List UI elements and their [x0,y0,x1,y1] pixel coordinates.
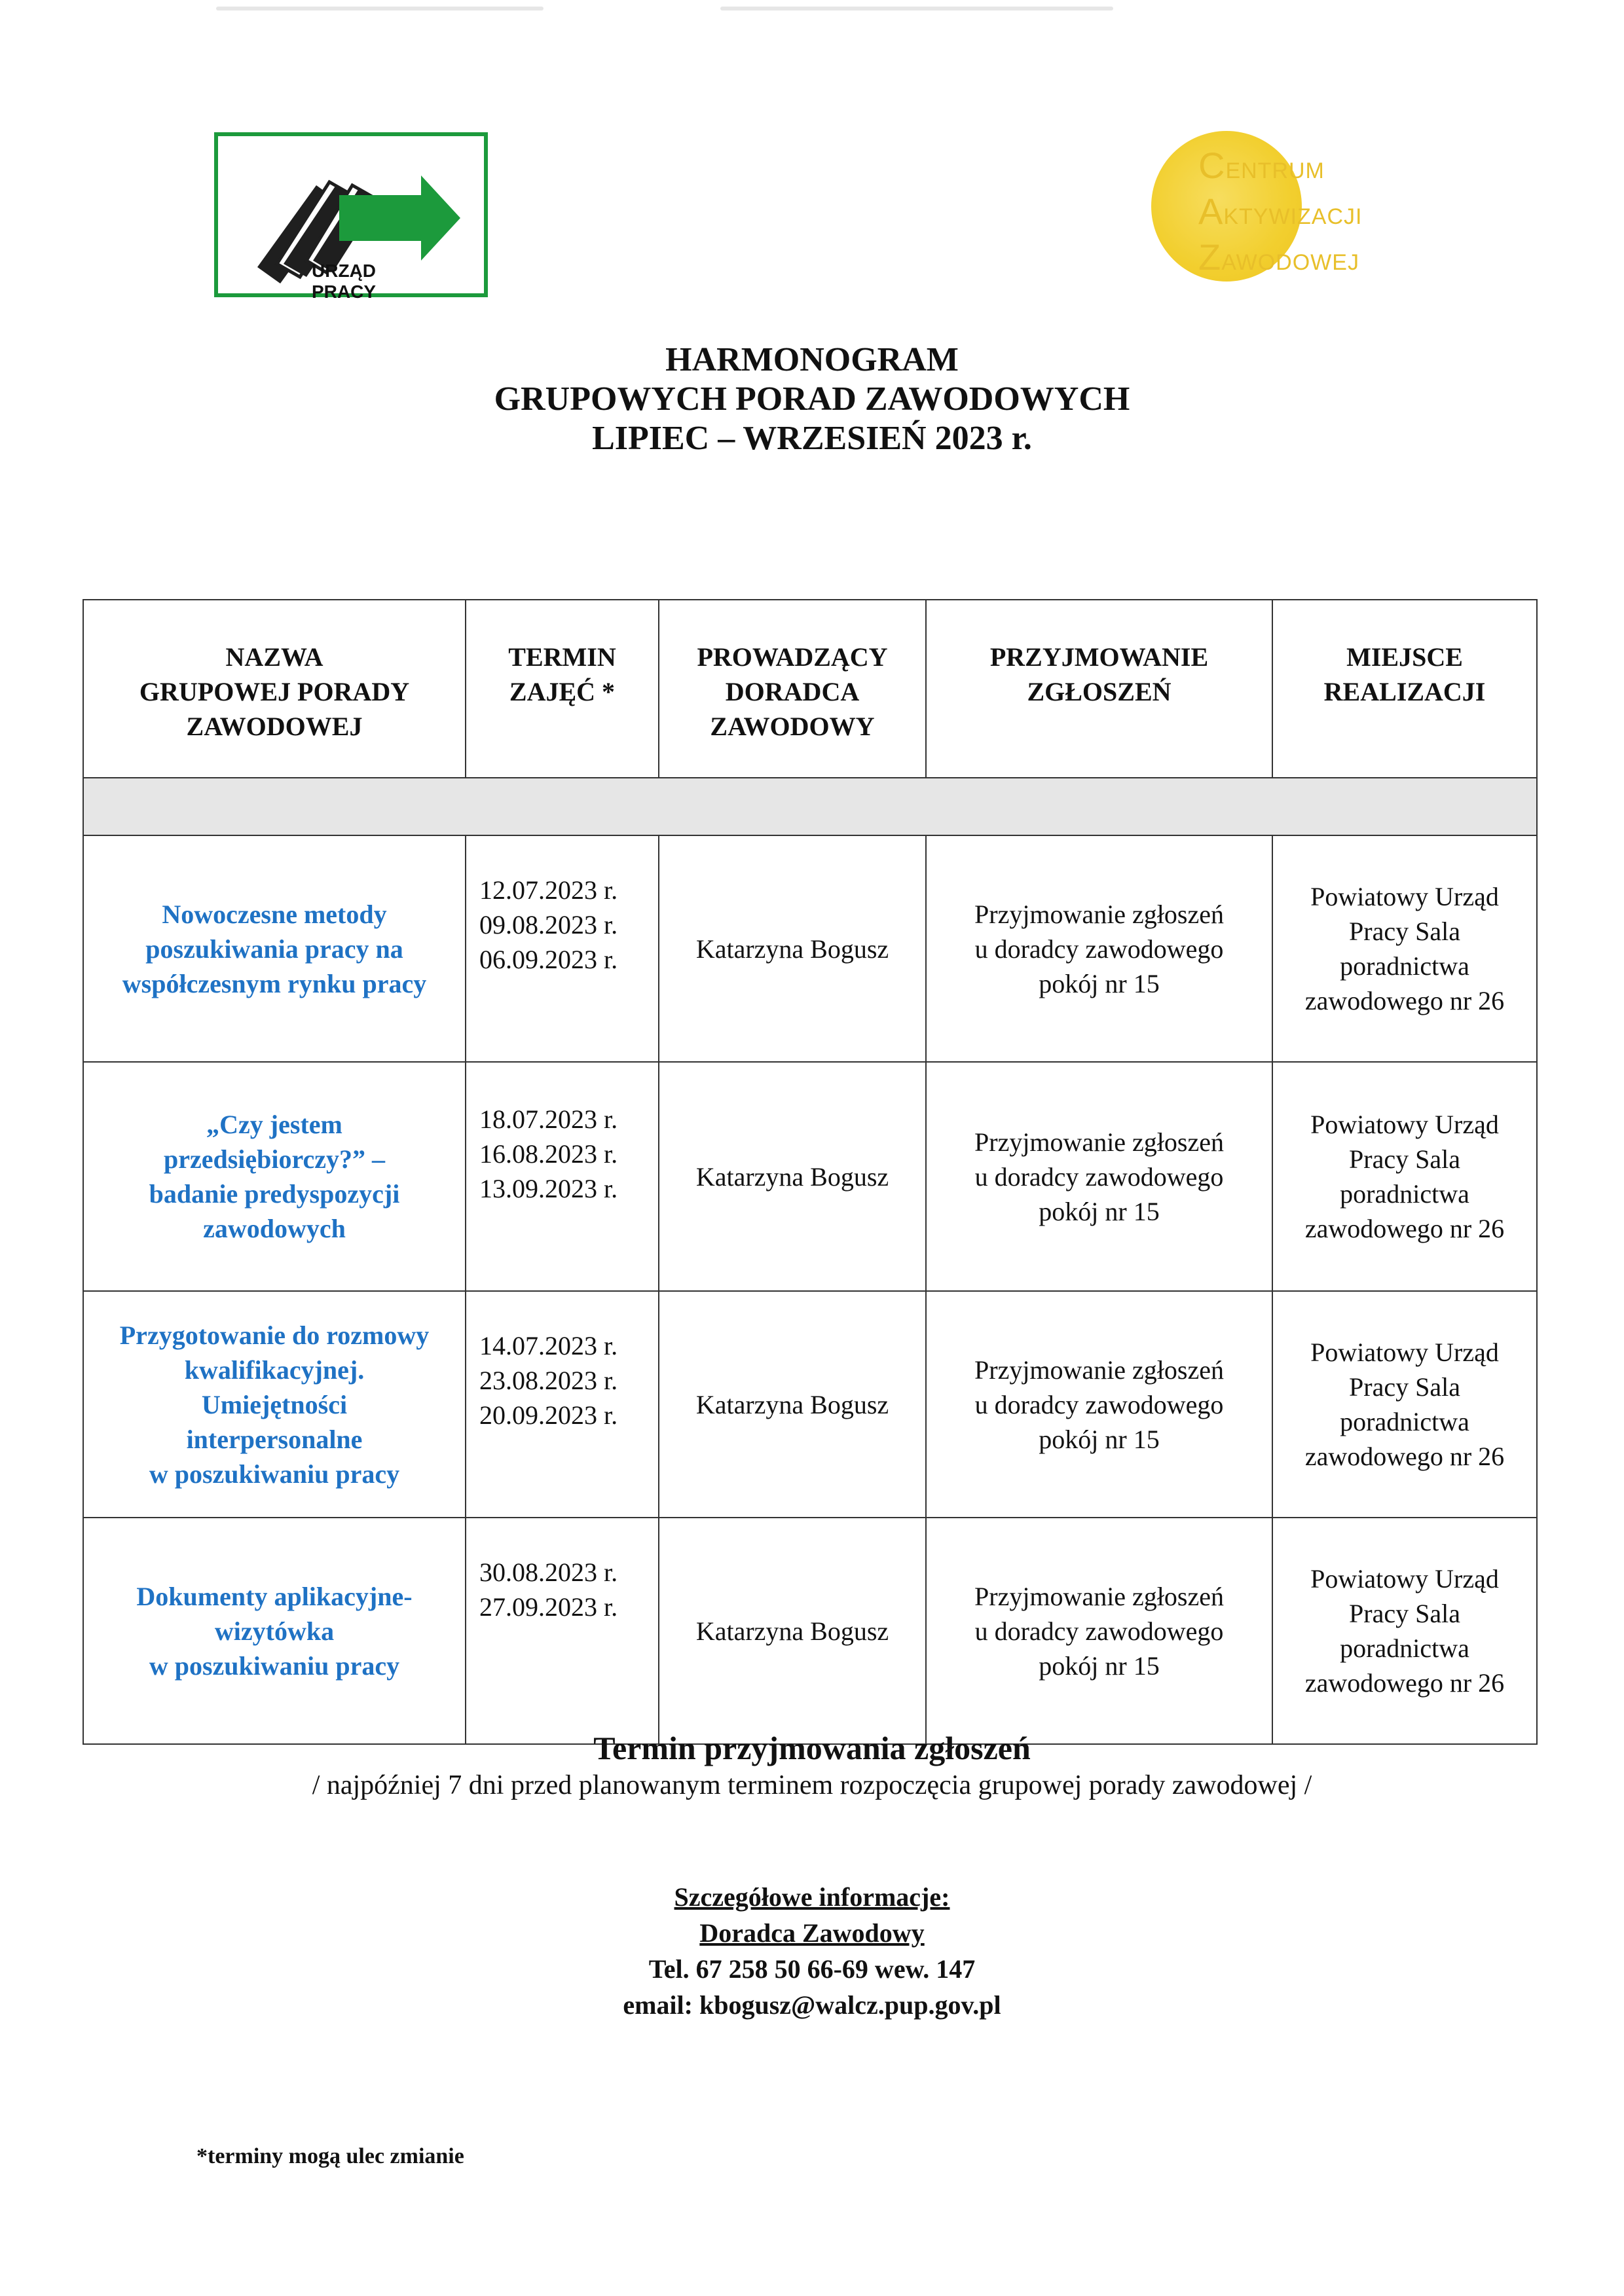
registration-cell: Przyjmowanie zgłoszeń u doradcy zawodowego pokój nr 15 [926,1062,1272,1291]
location-cell: Powiatowy Urząd Pracy Sala poradnictwa zawodowego nr 26 [1272,835,1537,1062]
header-registration: PRZYJMOWANIE ZGŁOSZEŃ [926,600,1272,778]
deadline-section [0,1728,1624,1803]
info-phone: Tel. 67 258 50 66-69 wew. 147 [648,1954,976,1984]
scan-artifact [720,7,1113,10]
location-cell: Powiatowy Urząd Pracy Sala poradnictwa zawodowego nr 26 [1272,1518,1537,1744]
registration-cell: Przyjmowanie zgłoszeń u doradcy zawodowego pokój nr 15 [926,1518,1272,1744]
schedule-table [83,599,1538,1745]
deadline-note: / najpóźniej 7 dni przed planowanym terminem rozpoczęcia grupowej porady zawodowej / [312,1770,1312,1800]
centrum-aktywizacji-logo [1139,118,1401,308]
table-header-row [83,600,1537,778]
course-name-cell: Przygotowanie do rozmowy kwalifikacyjnej. Umiejętności interpersonalne w poszukiwaniu pracy [83,1291,466,1518]
urzad-pracy-logo [214,132,488,302]
header-name: NAZWA GRUPOWEJ PORADY ZAWODOWEJ [83,600,466,778]
deadline-heading: Termin przyjmowania zgłoszeń [593,1730,1031,1766]
logo-line-3: ZAWODOWEJ [1198,236,1359,278]
logo-line-1: CENTRUM [1198,145,1325,186]
info-role: Doradca Zawodowy [699,1918,925,1948]
page-title [0,340,1624,458]
dates-cell: 18.07.2023 r. 16.08.2023 r. 13.09.2023 r. [466,1062,659,1291]
registration-cell: Przyjmowanie zgłoszeń u doradcy zawodowego pokój nr 15 [926,835,1272,1062]
course-name-cell: Nowoczesne metody poszukiwania pracy na współczesnym rynku pracy [83,835,466,1062]
header-dates: TERMIN ZAJĘĆ * [466,600,659,778]
course-name-cell: Dokumenty aplikacyjne- wizytówka w poszukiwaniu pracy [83,1518,466,1744]
table-row [83,1518,1537,1744]
dates-cell: 12.07.2023 r. 09.08.2023 r. 06.09.2023 r. [466,835,659,1062]
course-name-cell: „Czy jestem przedsiębiorczy?” – badanie predyspozycji zawodowych [83,1062,466,1291]
dates-cell: 14.07.2023 r. 23.08.2023 r. 20.09.2023 r. [466,1291,659,1518]
logo-caption: URZĄD PRACY [311,261,376,302]
advisor-cell: Katarzyna Bogusz [659,835,926,1062]
info-email: email: kbogusz@walcz.pup.gov.pl [623,1990,1001,2020]
table-row [83,835,1537,1062]
footnote: *terminy mogą ulec zmianie [196,2144,464,2168]
advisor-cell: Katarzyna Bogusz [659,1062,926,1291]
logo-line-2: AKTYWIZACJI [1198,191,1363,232]
table-row [83,1291,1537,1518]
advisor-cell: Katarzyna Bogusz [659,1518,926,1744]
location-cell: Powiatowy Urząd Pracy Sala poradnictwa zawodowego nr 26 [1272,1062,1537,1291]
registration-cell: Przyjmowanie zgłoszeń u doradcy zawodowego pokój nr 15 [926,1291,1272,1518]
table-row [83,1062,1537,1291]
dates-cell: 30.08.2023 r. 27.09.2023 r. [466,1518,659,1744]
location-cell: Powiatowy Urząd Pracy Sala poradnictwa zawodowego nr 26 [1272,1291,1537,1518]
table-spacer-row [83,778,1537,835]
title-line-2: GRUPOWYCH PORAD ZAWODOWYCH [494,380,1130,418]
header-advisor: PROWADZĄCY DORADCA ZAWODOWY [659,600,926,778]
contact-info [0,1879,1624,2023]
title-line-1: HARMONOGRAM [665,341,959,378]
advisor-cell: Katarzyna Bogusz [659,1291,926,1518]
scan-artifact [216,7,544,10]
title-line-3: LIPIEC – WRZESIEŃ 2023 r. [592,420,1032,457]
info-heading: Szczegółowe informacje: [674,1882,950,1912]
header-location: MIEJSCE REALIZACJI [1272,600,1537,778]
